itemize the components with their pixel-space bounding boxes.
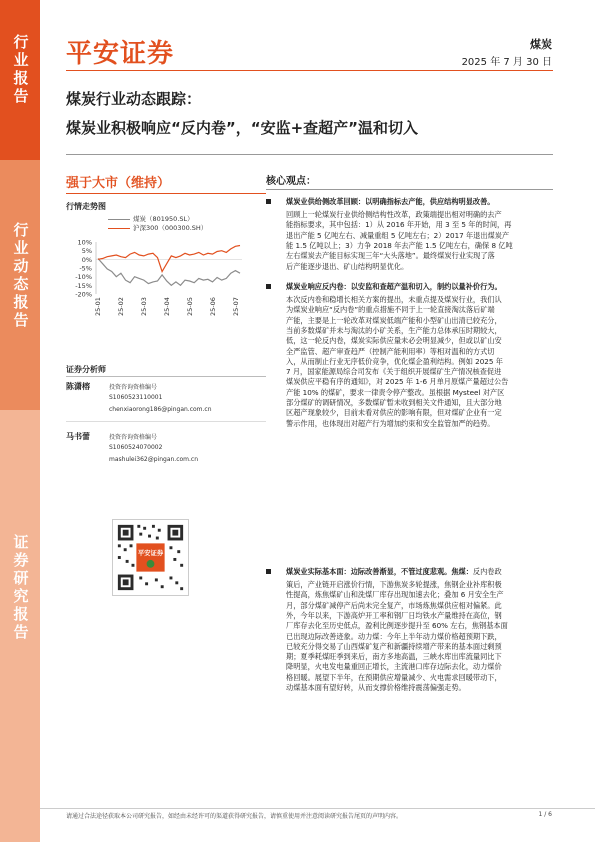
analyst-license-id: S1060523110001 bbox=[109, 394, 163, 401]
core-point-lead bbox=[286, 282, 502, 292]
analyst-email[interactable]: mashulei362@pingan.com.cn bbox=[109, 456, 199, 463]
legend-item bbox=[108, 215, 207, 224]
x-tick-label: 25-04 bbox=[163, 297, 171, 316]
core-point-text-line: 警示作用，也体现出对超产行为增加约束和安全监管加严的趋势。 bbox=[286, 418, 495, 428]
core-point-text-line: 已较充分得交易了山西煤矿复产和新疆持续增产带来的基本面过剩预 bbox=[286, 641, 502, 651]
core-point-text-line: 降明显，火电发电量重回正增长，主流港口库存边际去化，动力煤价 bbox=[286, 662, 502, 672]
chart-legend-box bbox=[108, 215, 207, 233]
bullet-marker bbox=[266, 569, 271, 574]
core-point-text-line: 左右煤炭去产能目标实现三年“大头落地”。最终煤炭行业实现了落 bbox=[286, 251, 495, 261]
y-tick-label: -20% bbox=[75, 290, 92, 299]
bullet-marker bbox=[266, 199, 271, 204]
y-tick-label: 5% bbox=[81, 247, 92, 256]
core-point-text-line: 为煤炭业响应“反内卷”的重点措施不同于上一轮直接淘汰落后矿端 bbox=[286, 305, 495, 315]
x-tick-label: 25-02 bbox=[117, 297, 125, 316]
analyst-email[interactable]: chenxiaorong186@pingan.com.cn bbox=[109, 406, 212, 413]
core-point-text-line: 期；夏季耗煤旺季到来后，南方多地高温，三峡水库出库流量同比下 bbox=[286, 652, 502, 662]
core-point-text-line: 能指标要求，其中包括：1）从 2016 年开始，用 3 至 5 年的时间，再 bbox=[286, 220, 512, 230]
report-title-line1: 煤炭行业动态跟踪： bbox=[66, 90, 202, 108]
rating: 强于大市（维持） bbox=[66, 176, 171, 191]
core-point-text-line: 产能，主要是上一轮改革对煤炭低端产能和小型矿山出清已较充分， bbox=[286, 315, 502, 325]
core-point-text-line: 区超产现象较少，目前未看对供应的影响有限，但对煤矿企业有一定 bbox=[286, 408, 502, 418]
core-point-heading: 煤炭业供给侧改革回顾：以明确指标去产能，供应结构明显改善。 bbox=[286, 197, 495, 206]
core-point-text-line: 本次反内卷和稳增长相关方案的提出，未重点提及煤炭行业，我们认 bbox=[286, 295, 502, 304]
core-point-text-line: 入，从而制止行业无序低价竞争，优化煤企盈利结构。例如 2025 年 bbox=[286, 356, 503, 366]
core-point-text-line: 性提高，炼焦煤矿山和洗煤厂库存出现加速去化；叠加 6 月安全生产 bbox=[286, 590, 504, 600]
core-point-text-line: 格回暖。展望下半年，在预期供应增量减少、火电需求回暖带动下， bbox=[286, 672, 502, 682]
side-label-industry-dynamic-report: 行业动态报告 bbox=[11, 222, 30, 330]
x-tick-label: 25-05 bbox=[186, 297, 194, 316]
report-date: 2025 年 7 月 30 日 bbox=[461, 57, 552, 68]
analyst-role: 投资咨询资格编号 bbox=[109, 434, 158, 441]
core-point-text-line: 能 1.5 亿吨以上；3）力争 2018 年去产能 1.5 亿吨左右，确保 8 亿吨 bbox=[286, 240, 513, 250]
core-point-text-line: 外，今年以来，下游高炉开工率和钢厂日均铁水产量维持在高位，钢 bbox=[286, 610, 502, 620]
header-divider bbox=[66, 70, 553, 71]
x-tick-label: 25-03 bbox=[140, 297, 148, 316]
footer-divider bbox=[40, 808, 595, 809]
core-point-text-line: 月，部分煤矿减停产后尚未完全复产，市场炼焦煤供应相对偏紧。此 bbox=[286, 600, 502, 610]
analyst-name: 陈潇榕 bbox=[66, 382, 90, 391]
qr-logo-text: 平安证券 bbox=[137, 550, 164, 558]
y-tick-label: -15% bbox=[75, 281, 92, 290]
x-tick-label: 25-01 bbox=[94, 297, 102, 316]
side-label-securities-research: 证券研究报告 bbox=[11, 534, 30, 642]
analyst-role: 投资咨询资格编号 bbox=[109, 384, 158, 391]
analyst-divider bbox=[66, 421, 266, 422]
core-views-divider bbox=[266, 189, 553, 190]
company-logo: 平安证券 bbox=[66, 39, 175, 69]
analyst-name: 马书蕾 bbox=[66, 432, 90, 441]
rating-divider bbox=[66, 193, 266, 194]
side-band-report-type bbox=[0, 0, 40, 160]
analysts-title: 证券分析师 bbox=[66, 365, 106, 374]
legend-swatch-gray bbox=[108, 219, 130, 220]
core-point-text-line: 当前多数煤矿并未与淘汰的小矿关系，生产能力总体承压时期较大， bbox=[286, 325, 502, 335]
series-line bbox=[98, 246, 240, 272]
core-point-text-line: 厂库存去化至历史低点，盈利比例逐步提升至 60% 左右，焦钢基本面 bbox=[286, 621, 508, 631]
core-point-lead-tail: 反内卷政 bbox=[472, 567, 502, 576]
core-point-text-line: 煤炭供应平稳有序的通知》，对 2025 年 1-6 月单月原煤产量超过公告 bbox=[286, 377, 509, 387]
side-band-report-subtype bbox=[0, 160, 40, 410]
y-tick-label: -5% bbox=[79, 264, 92, 273]
core-views-title: 核心观点： bbox=[266, 176, 316, 187]
side-label-industry-report: 行业报告 bbox=[11, 34, 30, 106]
core-point-text-line: 产能 10% 的煤矿，要求一律责令停产整改。虽根据 Mysteel 对产区 bbox=[286, 387, 505, 397]
bullet-marker bbox=[266, 284, 271, 289]
core-point-text-line: 退出产能 5 亿吨左右、减量重组 5 亿吨左右；2）2017 年退出煤炭产 bbox=[286, 230, 510, 240]
core-point-text-line: 策后，产业链开启涨价行情，下游焦炭多轮提涨，焦钢企业补库积极 bbox=[286, 580, 502, 589]
chart-series bbox=[98, 246, 240, 286]
legend-swatch-orange bbox=[108, 228, 130, 229]
legend-label: 煤炭（801950.SL） bbox=[133, 215, 194, 223]
qr-code-icon[interactable] bbox=[112, 519, 189, 596]
x-tick-label: 25-07 bbox=[232, 297, 240, 316]
core-point-text-line: 低，这一轮反内卷，煤炭实际供应量未必会明显减少，但或以矿山安 bbox=[286, 336, 502, 346]
side-band bbox=[0, 0, 40, 842]
core-point-text-line: 部分煤矿的调研情况，多数煤矿暂未收到相关文件通知，且大部分地 bbox=[286, 398, 502, 407]
report-title-line2: 煤炭业积极响应“反内卷”，“安监+查超产”温和切入 bbox=[66, 119, 419, 137]
analyst-license-id: S1060524070002 bbox=[109, 444, 163, 451]
trend-chart-title: 行情走势图 bbox=[66, 202, 106, 211]
core-point-lead bbox=[286, 567, 502, 577]
core-point-text-line: 7 月，国家能源局综合司发布《关于组织开展煤矿生产情况核查促进 bbox=[286, 367, 502, 377]
analysts-divider bbox=[66, 376, 266, 377]
core-point-heading: 煤炭业响应反内卷：以安监和查超产温和切入，制约以量补价行为。 bbox=[286, 282, 502, 291]
y-tick-label: 10% bbox=[77, 238, 92, 247]
legend-item bbox=[108, 224, 207, 233]
legend-label: 沪深300（000300.SH） bbox=[133, 224, 208, 232]
core-point-text-line: 全严监管、超产审查趋严（控制产能利用率）等相对温和的方式切 bbox=[286, 346, 495, 356]
core-point-text-line: 已出现边际改善迹象。动力煤：今年上半年动力煤价格超预期下跌， bbox=[286, 631, 502, 641]
y-tick-label: -10% bbox=[75, 273, 92, 282]
chart-y-axis bbox=[75, 239, 242, 299]
side-band-securities bbox=[0, 410, 40, 842]
core-point-lead bbox=[286, 197, 494, 207]
trend-chart bbox=[60, 236, 250, 346]
core-point-text-line: 后产能逐步退出、矿山结构明显优化。 bbox=[286, 261, 409, 271]
footer-disclaimer: 请通过合法途径获取本公司研究报告，如经由未经许可的渠道获得研究报告，请慎重使用并注意阅读研究报告尾页的声明内容。 bbox=[66, 813, 403, 820]
industry-label: 煤炭 bbox=[530, 38, 552, 51]
y-tick-label: 0% bbox=[81, 255, 92, 264]
core-point-text-line: 动煤基本面有望好转，从而支撑价格维持震荡偏强走势。 bbox=[286, 683, 466, 692]
x-tick-label: 25-06 bbox=[209, 297, 217, 316]
series-line bbox=[98, 259, 240, 286]
core-point-heading: 煤炭业实际基本面：边际改善渐显，不管过度悲观。焦煤： bbox=[286, 567, 473, 576]
core-point-text-line: 回顾上一轮煤炭行业供给侧结构性改革，政策端提出相对明确的去产 bbox=[286, 210, 502, 219]
page-number: 1 / 6 bbox=[538, 811, 552, 818]
title-divider bbox=[66, 154, 553, 155]
chart-x-axis bbox=[94, 297, 240, 316]
